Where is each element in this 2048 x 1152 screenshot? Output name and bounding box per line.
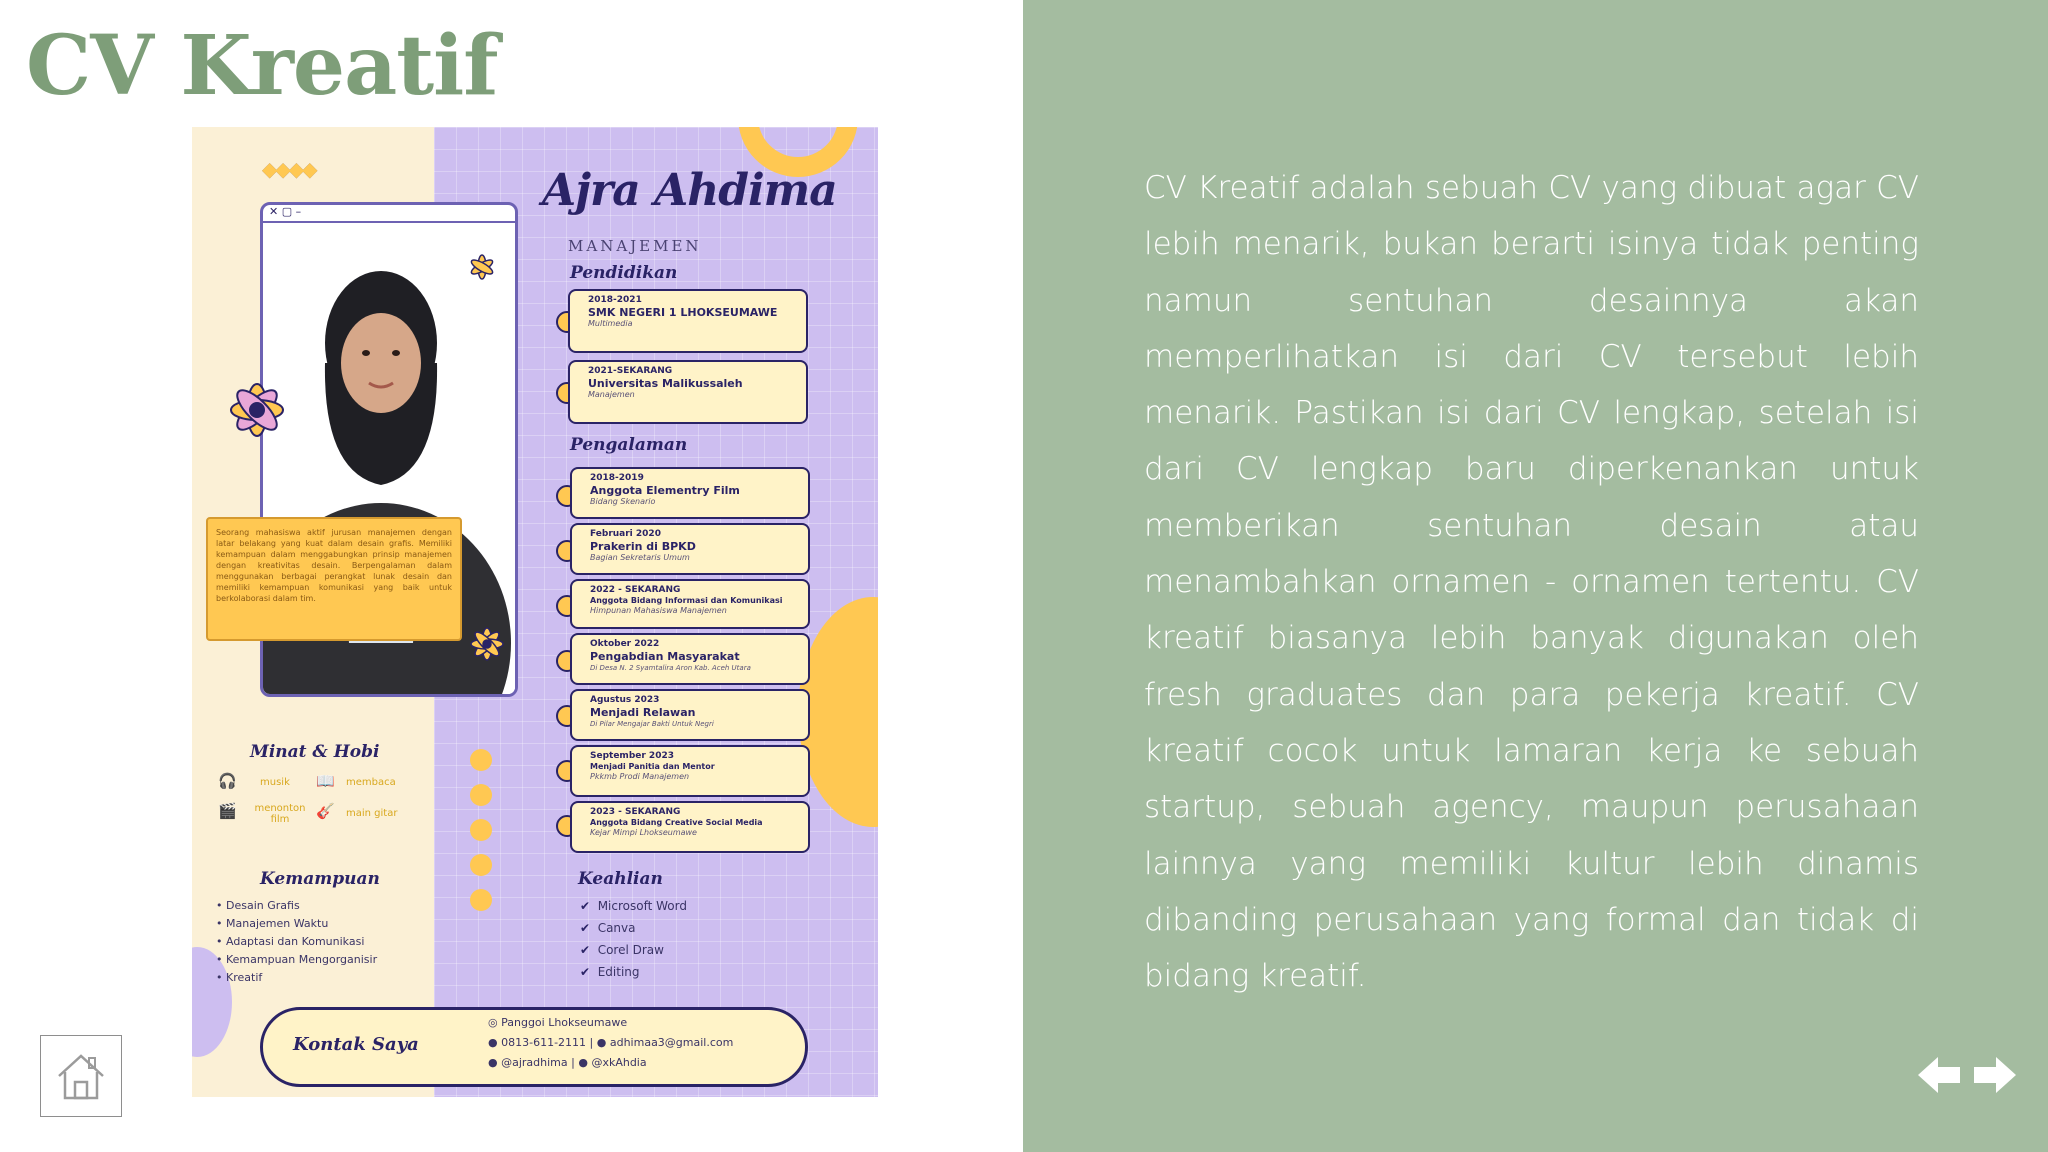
- cv-education-card: 2018-2021 SMK NEGERI 1 LHOKSEUMAWE Multimedia: [568, 289, 808, 353]
- cv-section-experience: Pengalaman: [570, 435, 688, 455]
- diamond-ornament-icon: ◆◆◆◆: [262, 157, 316, 181]
- cv-hobby-label: menonton film: [254, 803, 306, 825]
- instagram-icon: ●: [488, 1056, 498, 1069]
- cv-experience-card: 2022 - SEKARANG Anggota Bidang Informasi dan Komunikasi Himpunan Mahasiswa Manajemen: [570, 579, 810, 629]
- cv-education-card: 2021-SEKARANG Universitas Malikussaleh Manajemen: [568, 360, 808, 424]
- cv-contact-address: ◎ Panggoi Lhokseumawe: [488, 1016, 628, 1029]
- cv-contact-social: ● @ajradhima | ● @xkAhdia: [488, 1056, 647, 1069]
- cv-hobby-label: musik: [260, 777, 290, 788]
- home-icon: [53, 1048, 109, 1104]
- location-icon: ◎: [488, 1016, 498, 1029]
- cv-name: Ajra Ahdima: [542, 165, 837, 216]
- home-button[interactable]: [40, 1035, 122, 1117]
- arrow-left-icon: [1918, 1057, 1960, 1093]
- cv-skills-list: ✔ Microsoft Word ✔ Canva ✔ Corel Draw ✔ Editing: [580, 899, 687, 979]
- small-flower-icon: [462, 247, 502, 287]
- phone-icon: ●: [488, 1036, 498, 1049]
- cv-experience-card: Februari 2020 Prakerin di BPKD Bagian Sekretaris Umum: [570, 523, 810, 575]
- check-icon: ✔: [580, 899, 591, 913]
- arrow-right-icon: [1974, 1057, 2016, 1093]
- book-icon: 📖: [316, 772, 335, 790]
- cv-deco-dot: [470, 784, 492, 806]
- cv-contact-box: [260, 1007, 808, 1087]
- headphones-icon: 🎧: [218, 772, 237, 790]
- check-icon: ✔: [580, 921, 591, 935]
- film-icon: 🎬: [218, 802, 237, 820]
- cv-experience-card: September 2023 Menjadi Panitia dan Mentor Pkkmb Prodi Manajemen: [570, 745, 810, 797]
- tiktok-icon: ●: [578, 1056, 588, 1069]
- cv-section-hobbies: Minat & Hobi: [250, 742, 380, 762]
- cv-description-text: CV Kreatif adalah sebuah CV yang dibuat agar CV lebih menarik, bukan berarti isinya tidak penting namun sentuhan desainnya akan memperlihatkan isi dari CV tersebut lebih menarik. Pastikan isi dari CV lengkap, setelah isi dari CV lengkap baru diperkenankan untuk memberikan sentuhan desain atau menambahkan ornamen - ornamen tertentu. CV kreatif biasanya lebih banyak digunakan oleh fresh graduates dan para pekerja kreatif. CV kreatif cocok untuk lamaran kerja ke sebuah startup, sebuah agency, maupun perusahaan lainnya yang memiliki kultur lebih dinamis dibanding perusahaan yang formal dan tidak di bidang kreatif.: [1144, 170, 1919, 995]
- cv-experience-card: 2018-2019 Anggota Elementry Film Bidang Skenario: [570, 467, 810, 519]
- prev-slide-button[interactable]: [1916, 1053, 1962, 1097]
- guitar-icon: 🎸: [316, 802, 335, 820]
- cv-experience-card: Oktober 2022 Pengabdian Masyarakat Di Desa N. 2 Syamtalira Aron Kab. Aceh Utara: [570, 633, 810, 685]
- cv-window-controls: ✕ ▢ –: [263, 205, 515, 223]
- cv-contact-title: Kontak Saya: [293, 1034, 419, 1055]
- small-flower-icon: [460, 617, 514, 671]
- cv-section-skills: Keahlian: [578, 869, 663, 889]
- cv-deco-dot: [470, 854, 492, 876]
- flower-ornament-icon: [212, 365, 302, 455]
- cv-role: MANAJEMEN: [568, 237, 702, 255]
- cv-hobby-label: membaca: [346, 777, 396, 788]
- cv-experience-card: 2023 - SEKARANG Anggota Bidang Creative Social Media Kejar Mimpi Lhokseumawe: [570, 801, 810, 853]
- cv-section-education: Pendidikan: [570, 263, 678, 283]
- cv-abilities-list: • Desain Grafis • Manajemen Waktu • Adaptasi dan Komunikasi • Kemampuan Mengorganisir • Kreatif: [216, 899, 378, 984]
- cv-summary-box: Seorang mahasiswa aktif jurusan manajemen dengan latar belakang yang kuat dalam desain grafis. Memiliki kemampuan dalam menggabungkan prinsip manajemen dengan kreativitas desain. Berpengalaman dalam menggunakan berbagai perangkat lunak desain dan memiliki kemampuan komunikasi yang baik untuk berkolaborasi dalam tim.: [206, 517, 462, 641]
- email-icon: ●: [596, 1036, 607, 1049]
- slide-title: CV Kreatif: [26, 18, 498, 114]
- cv-hobby-label: main gitar: [346, 808, 398, 819]
- check-icon: ✔: [580, 965, 591, 979]
- next-slide-button[interactable]: [1972, 1053, 2018, 1097]
- cv-contact-phone-email: ● 0813-611-2111 | ● adhimaa3@gmail.com: [488, 1036, 734, 1049]
- cv-preview-image: [192, 127, 878, 1097]
- cv-deco-dot: [470, 749, 492, 771]
- cv-section-abilities: Kemampuan: [260, 869, 380, 889]
- cv-experience-card: Agustus 2023 Menjadi Relawan Di Pilar Mengajar Bakti Untuk Negri: [570, 689, 810, 741]
- cv-deco-dot: [470, 889, 492, 911]
- check-icon: ✔: [580, 943, 591, 957]
- cv-deco-dot: [470, 819, 492, 841]
